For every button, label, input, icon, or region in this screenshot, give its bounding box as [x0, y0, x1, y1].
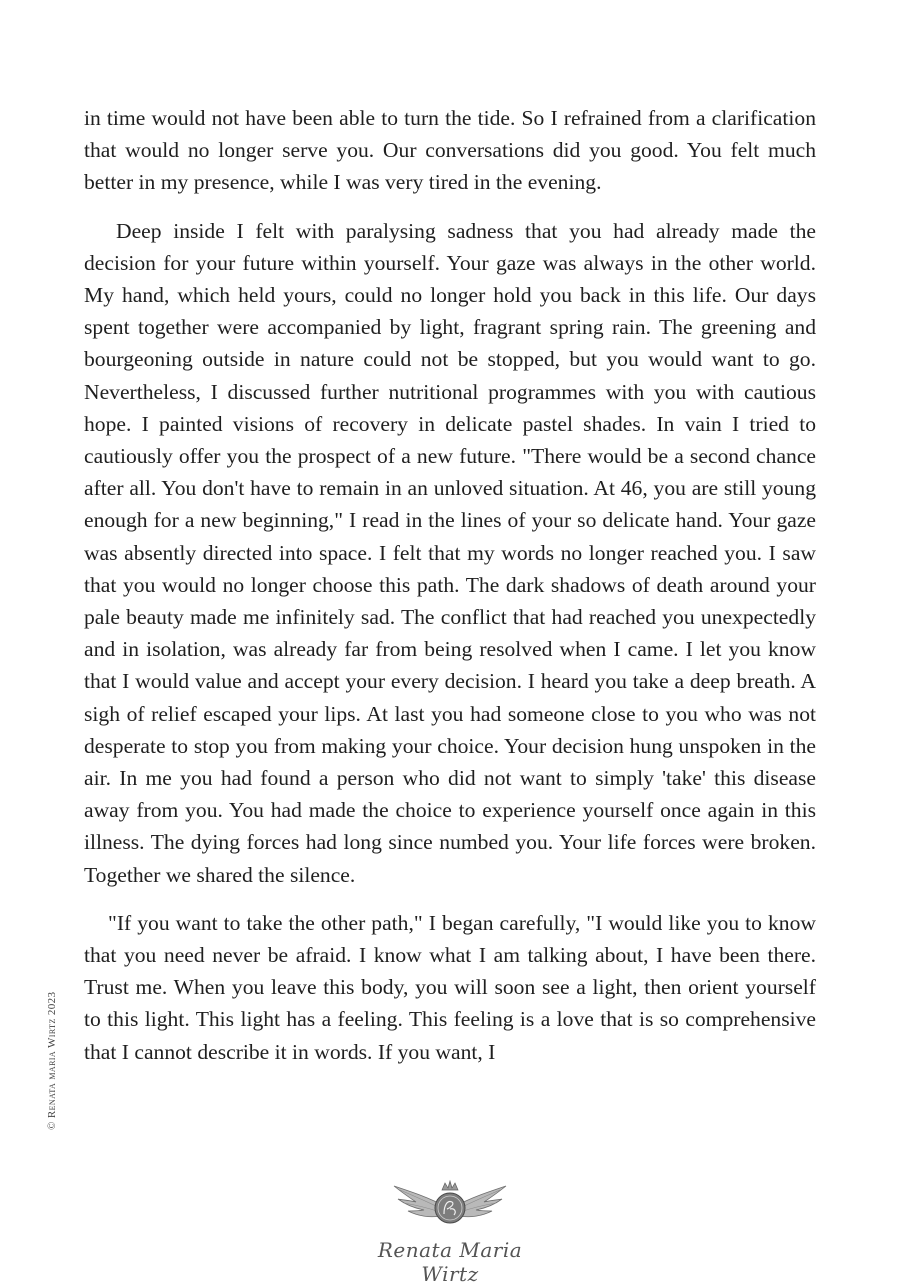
- page-body: [84, 102, 816, 1068]
- copyright-notice: © Renata maria Wirtz 2023: [46, 991, 58, 1130]
- footer-logo: [350, 1178, 550, 1286]
- paragraph-2: Deep inside I felt with paralysing sadness that you had already made the decision for your future within yourself. Your gaze was always in the other world. My hand, which held yours, could no longer hold you back in this life. Our days spent together were accompanied by light, fragrant spring rain. The greening and bourgeoning outside in nature could not be stopped, but you would want to go. Nevertheless, I discussed further nutritional programmes with you with cautious hope. I painted visions of recovery in delicate pastel shades. In vain I tried to cautiously offer you the prospect of a new future. "There would be a second chance after all. You don't have to remain in an unloved situation. At 46, you are still young enough for a new beginning," I read in the lines of your so delicate hand. Your gaze was absently directed into space. I felt that my words no longer reached you. I saw that you would no longer choose this path. The dark shadows of death around your pale beauty made me infinitely sad. The conflict that had reached you unexpectedly and in isolation, was already far from being resolved when I came. I let you know that I would value and accept your every decision. I heard you take a deep breath. A sigh of relief escaped your lips. At last you had someone close to you who was not desperate to stop you from making your choice. Your decision hung unspoken in the air. In me you had found a person who did not want to simply 'take' this disease away from you. You had made the choice to experience yourself once again in this illness. The dying forces had long since numbed you. Your life forces were broken. Together we shared the silence.: [84, 218, 816, 887]
- winged-crest-icon: [390, 1178, 510, 1236]
- paragraph-3: "If you want to take the other path," I began carefully, "I would like you to know that you need never be afraid. I know what I am talking about, I have been there. Trust me. When you leave this body, you will soon see a light, then orient yourself to this light. This light has a feeling. This feeling is a love that is so comprehensive that I cannot describe it in words. If you want, I: [84, 910, 816, 1064]
- paragraph-1: in time would not have been able to turn the tide. So I refrained from a clarification that would no longer serve you. Our conversations did you good. You felt much better in my presence, while I was very tired in the evening.: [84, 106, 816, 195]
- signature-text: Renata Maria Wirtz: [377, 1238, 523, 1286]
